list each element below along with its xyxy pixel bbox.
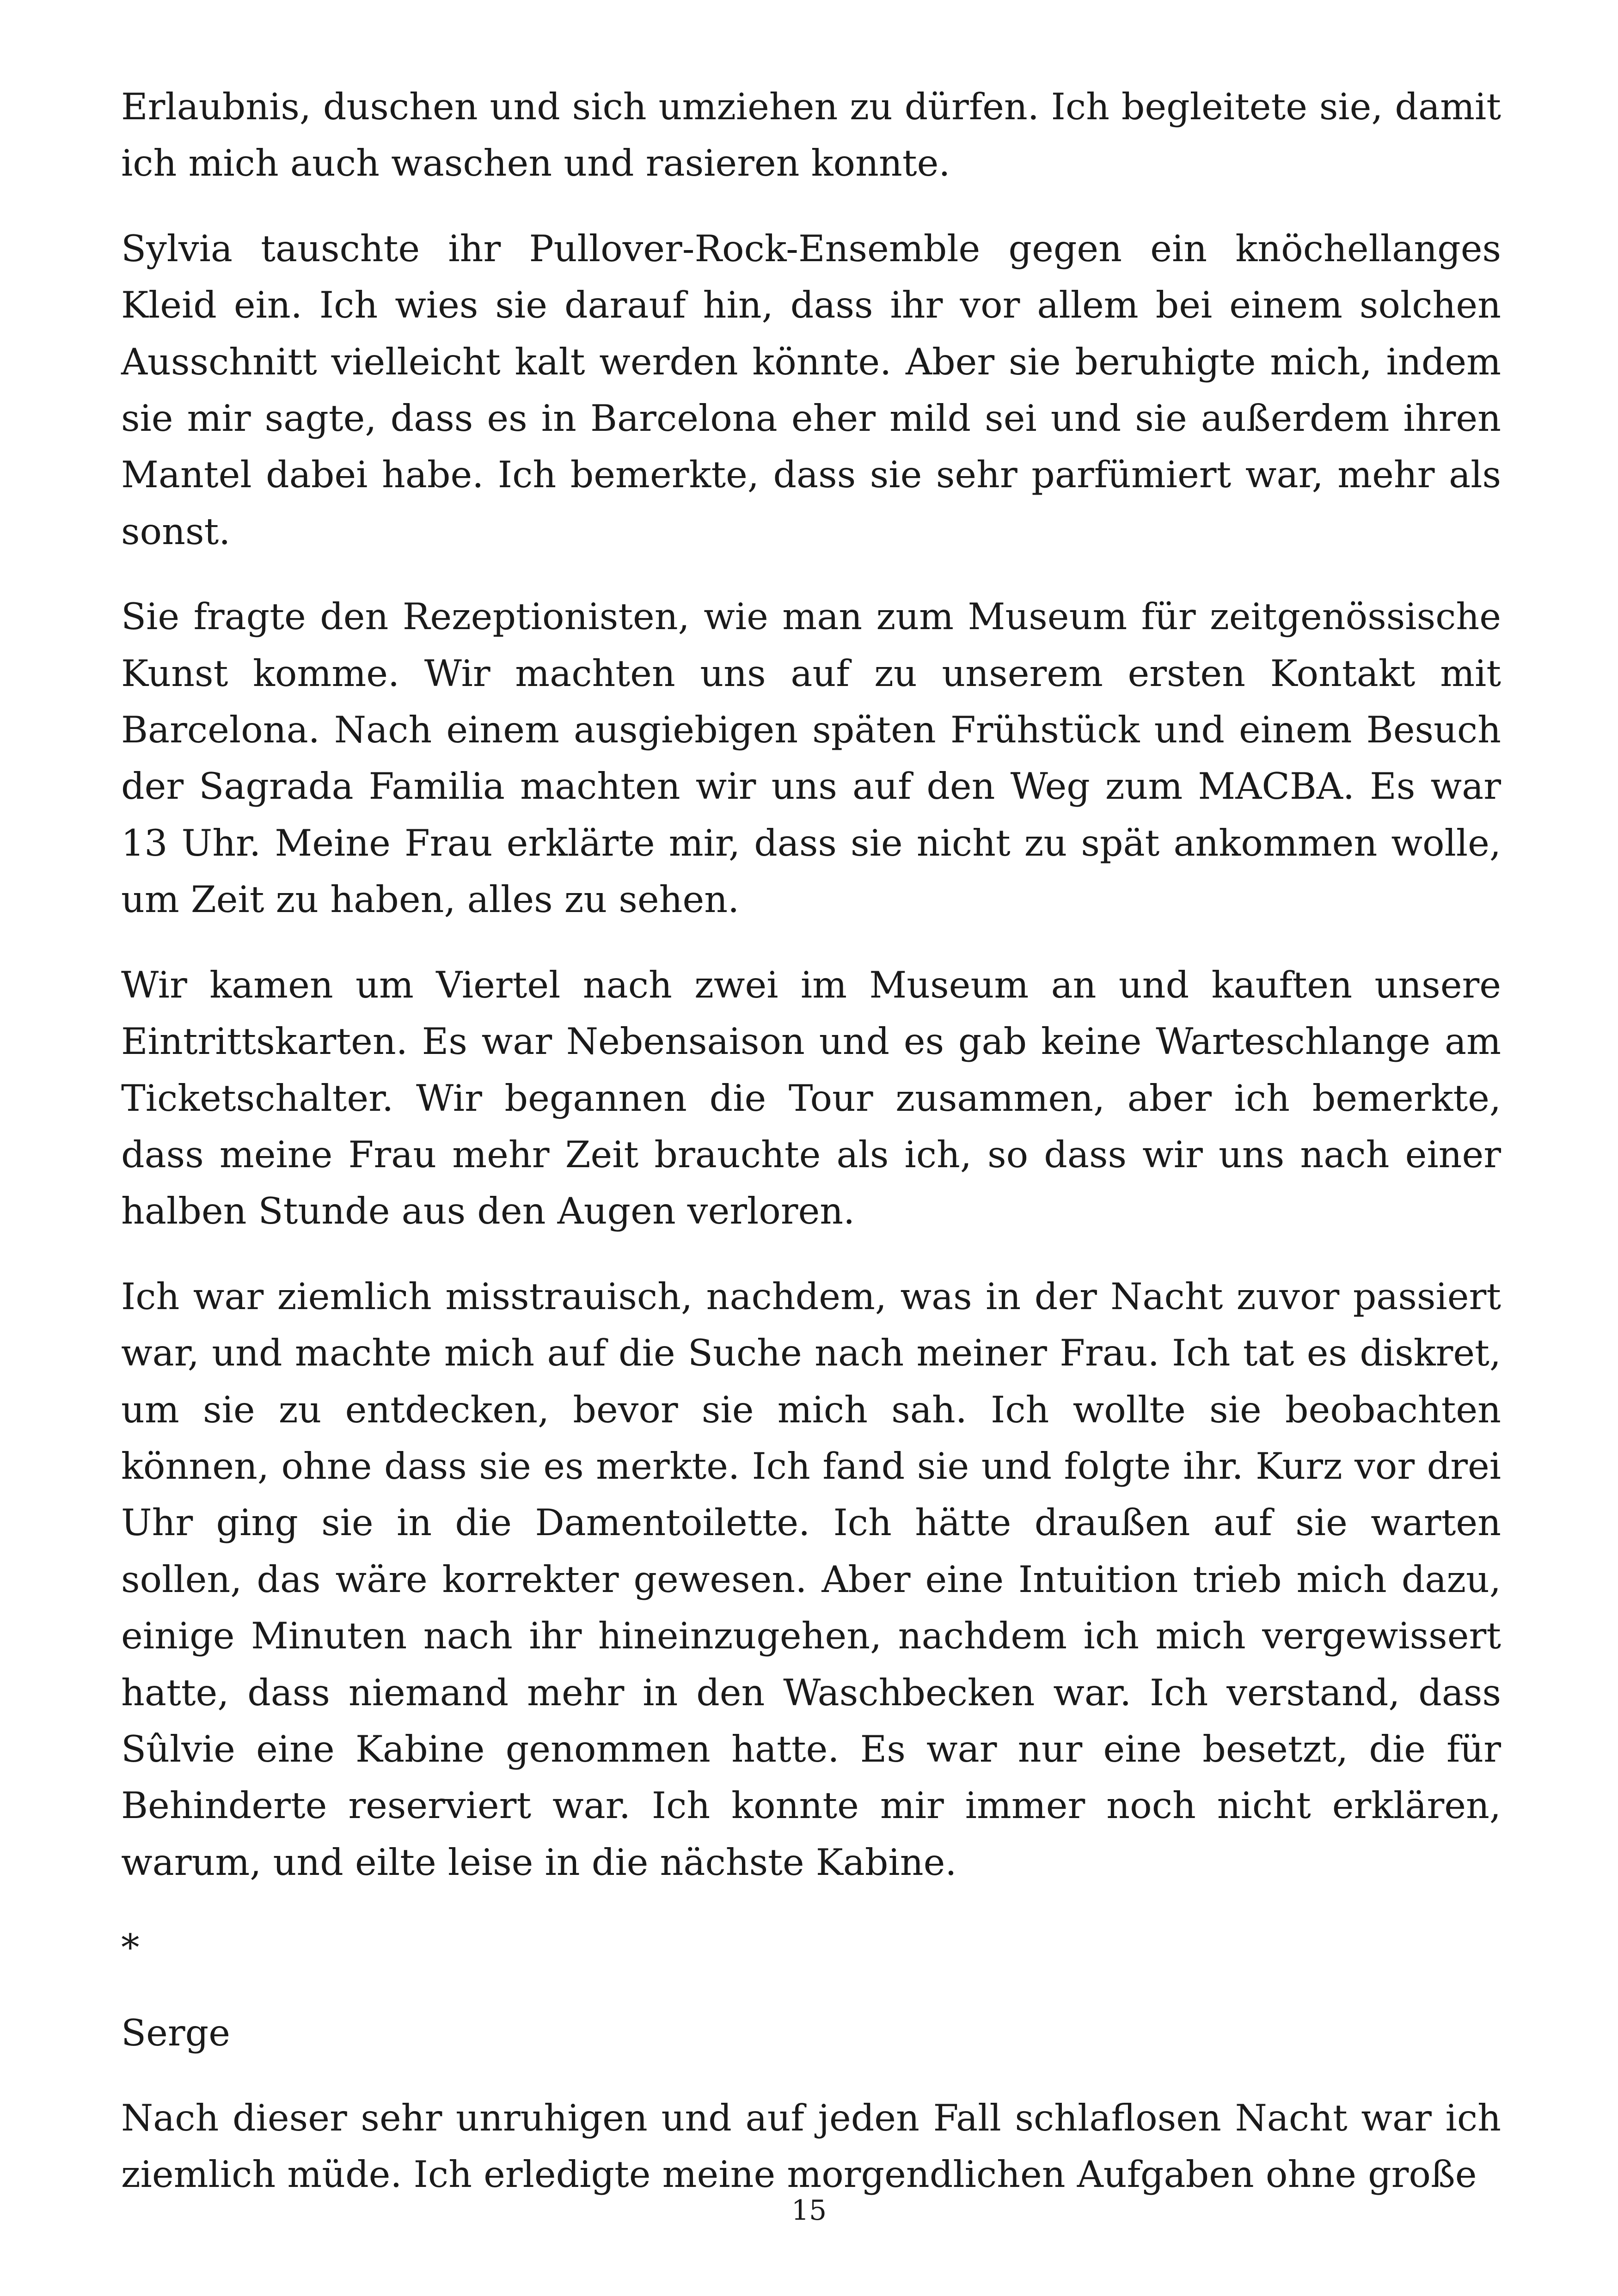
page-number: 15 bbox=[791, 2194, 827, 2227]
paragraph: Sylvia tauschte ihr Pullover-Rock-Ensemble gegen ein knöchellanges Kleid ein. Ich wies sie darauf hin, dass ihr vor allem bei einem solchen Ausschnitt vielleicht kalt werden könnte. Aber sie beruhigte mich, indem sie mir sagte, dass es in Barcelona eher mild sei und sie außerdem ihren Mantel dabei habe. Ich bemerkte, dass sie sehr parfümiert war, mehr als sonst. bbox=[121, 227, 1501, 553]
body-text bbox=[121, 79, 1501, 2203]
paragraph: Nach dieser sehr unruhigen und auf jeden Fall schlaflosen Nacht war ich ziemlich müde. Ich erledigte meine morgendlichen Aufgaben ohne große bbox=[121, 2097, 1501, 2196]
section-break-asterisk: * bbox=[121, 1926, 140, 1969]
paragraph: Sie fragte den Rezeptionisten, wie man zum Museum für zeitgenössische Kunst komme. Wir machten uns auf zu unserem ersten Kontakt mit Barcelona. Nach einem ausgiebigen späten Frühstück und einem Besuch der Sagrada Familia machten wir uns auf den Weg zum MACBA. Es war 13 Uhr. Meine Frau erklärte mir, dass sie nicht zu spät ankommen wolle, um Zeit zu haben, alles zu sehen. bbox=[121, 595, 1501, 921]
paragraph: Wir kamen um Viertel nach zwei im Museum an und kauften unsere Eintrittskarten. Es war Nebensaison und es gab keine Warteschlange am Ticketschalter. Wir begannen die Tour zusammen, aber ich bemerkte, dass meine Frau mehr Zeit brauchte als ich, so dass wir uns nach einer halben Stunde aus den Augen verloren. bbox=[121, 963, 1501, 1233]
section-heading-serge: Serge bbox=[121, 2011, 230, 2054]
paragraph: Erlaubnis, duschen und sich umziehen zu dürfen. Ich begleitete sie, damit ich mich auch waschen und rasieren konnte. bbox=[121, 86, 1501, 185]
paragraph: Ich war ziemlich misstrauisch, nachdem, was in der Nacht zuvor passiert war, und machte mich auf die Suche nach meiner Frau. Ich tat es diskret, um sie zu entdecken, bevor sie mich sah. Ich wollte sie beobachten können, ohne dass sie es merkte. Ich fand sie und folgte ihr. Kurz vor drei Uhr ging sie in die Damentoilette. Ich hätte draußen auf sie warten sollen, das wäre korrekter gewesen. Aber eine Intuition trieb mich dazu, einige Minuten nach ihr hineinzugehen, nachdem ich mich vergewissert hatte, dass niemand mehr in den Waschbecken war. Ich verstand, dass Sûlvie eine Kabine genommen hatte. Es war nur eine besetzt, die für Behinderte reserviert war. Ich konnte mir immer noch nicht erklären, warum, und eilte leise in die nächste Kabine. bbox=[121, 1275, 1501, 1884]
